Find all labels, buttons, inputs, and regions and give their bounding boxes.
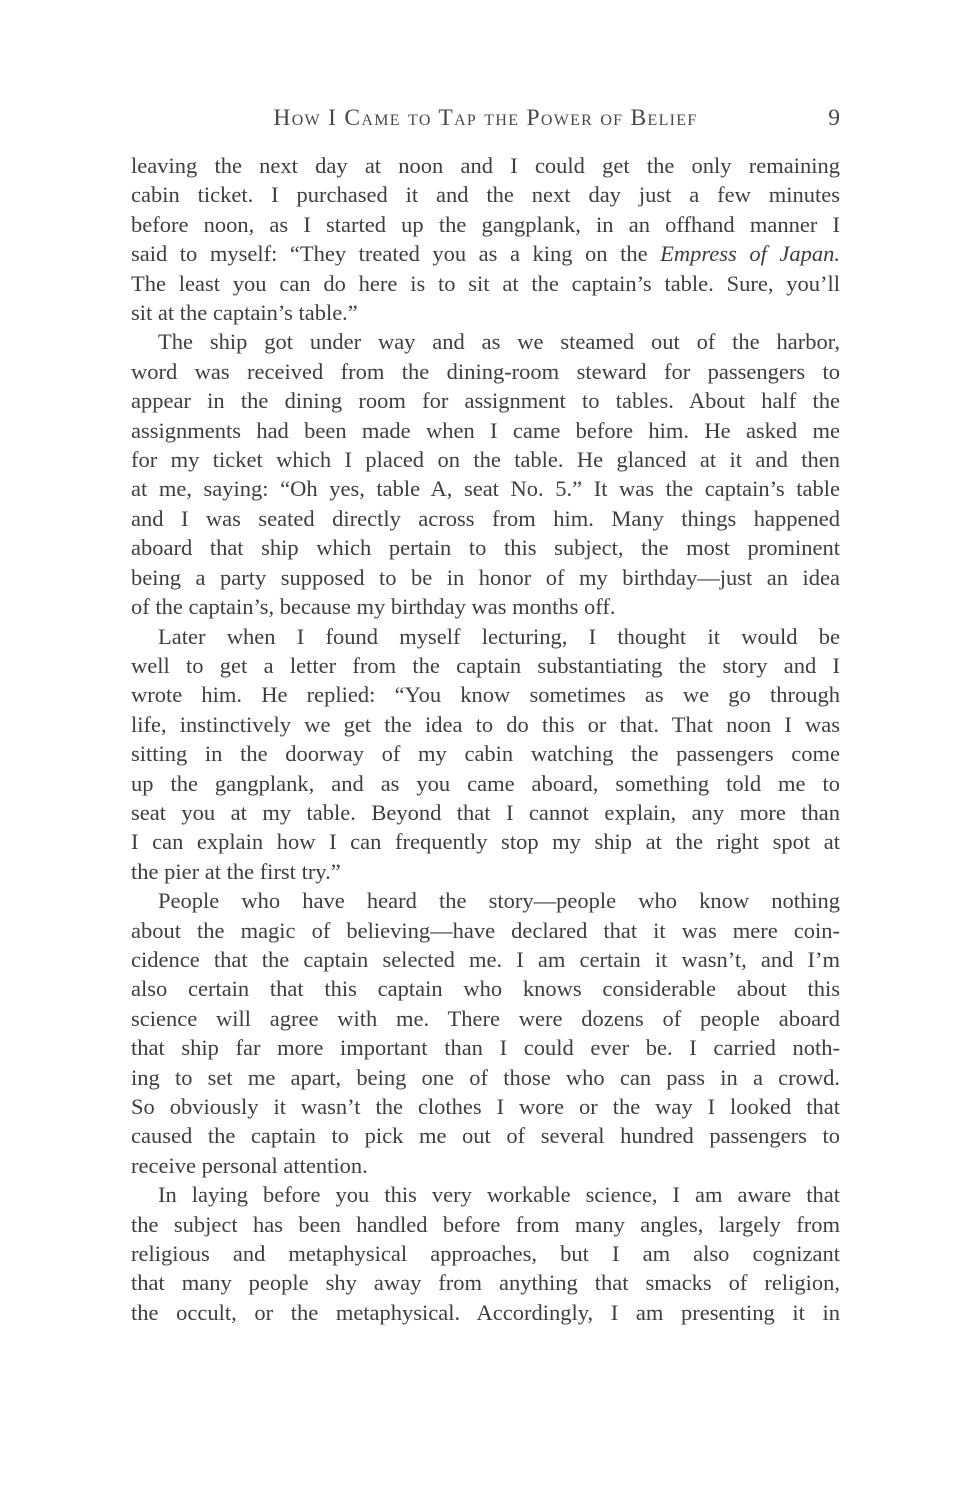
text-line: cabin ticket. I purchased it and the next day just a few minutes xyxy=(131,182,840,208)
text-line: receive personal attention. xyxy=(131,1152,368,1178)
text-line: the pier at the first try.” xyxy=(131,858,341,884)
text-line: word was received from the dining-room steward for passengers to xyxy=(131,358,840,384)
text-line: being a party supposed to be in honor of my birthday—just an idea xyxy=(131,564,840,590)
text-line: well to get a letter from the captain substantiating the story and I xyxy=(131,652,840,678)
running-head xyxy=(131,103,840,133)
text-line: sit at the captain’s table.” xyxy=(131,300,358,326)
text-line: before noon, as I started up the gangplank, in an offhand manner I xyxy=(131,211,840,237)
text-line: So obviously it wasn’t the clothes I wore or the way I looked that xyxy=(131,1094,840,1119)
text-line: about the magic of believing—have declared that it was mere coin- xyxy=(131,917,840,943)
text-block xyxy=(131,103,840,1327)
text-line: of the captain’s, because my birthday was months off. xyxy=(131,594,616,620)
text-line: aboard that ship which pertain to this subject, the most prominent xyxy=(131,535,840,561)
text-line: the occult, or the metaphysical. Accordingly, I am presenting it in xyxy=(131,1299,840,1325)
text-line: sitting in the doorway of my cabin watching the passengers come xyxy=(131,741,840,767)
text-line: at me, saying: “Oh yes, table A, seat No. 5.” It was the captain’s table xyxy=(131,476,840,502)
text-line: for my ticket which I placed on the table. He glanced at it and then xyxy=(131,447,840,473)
page-number: 9 xyxy=(828,105,840,131)
text-line: appear in the dining room for assignment to tables. About half the xyxy=(131,388,840,414)
chapter-title: How I Came to Tap the Power of Belief xyxy=(273,105,698,131)
text-line: seat you at my table. Beyond that I cannot explain, any more than xyxy=(131,799,840,825)
text-line: In laying before you this very workable science, I am aware that xyxy=(158,1182,840,1208)
text-line: People who have heard the story—people who know nothing xyxy=(158,888,840,914)
text-line: wrote him. He replied: “You know sometimes as we go through xyxy=(131,682,840,708)
text-line: that ship far more important than I could ever be. I carried noth- xyxy=(131,1035,840,1061)
text-line: that many people shy away from anything that smacks of religion, xyxy=(131,1270,840,1296)
text-line: science will agree with me. There were dozens of people aboard xyxy=(131,1005,840,1031)
text-line: the subject has been handled before from many angles, largely from xyxy=(131,1211,840,1237)
text-line: and I was seated directly across from him. Many things happened xyxy=(131,505,840,531)
text-line: religious and metaphysical approaches, but I am also cognizant xyxy=(131,1241,840,1267)
text-line: Later when I found myself lecturing, I thought it would be xyxy=(158,623,840,649)
text-line: The least you can do here is to sit at the captain’s table. Sure, you’ll xyxy=(131,270,840,296)
body-text xyxy=(131,151,840,1327)
text-line: up the gangplank, and as you came aboard, something told me to xyxy=(131,770,840,796)
text-line: cidence that the captain selected me. I am certain it wasn’t, and I’m xyxy=(131,946,840,972)
text-line: leaving the next day at noon and I could get the only remaining xyxy=(131,153,840,178)
italic-text: Empress of Japan. xyxy=(660,241,841,267)
text-line: The ship got under way and as we steamed out of the harbor, xyxy=(158,329,840,355)
text-line: ing to set me apart, being one of those who can pass in a crowd. xyxy=(131,1064,840,1090)
text-line: I can explain how I can frequently stop my ship at the right spot at xyxy=(131,829,840,855)
text-line: also certain that this captain who knows considerable about this xyxy=(131,976,840,1002)
text-line: said to myself: “They treated you as a king on the Empress of Japan. xyxy=(131,241,841,267)
text-line: life, instinctively we get the idea to do this or that. That noon I was xyxy=(131,711,840,737)
text-line: caused the captain to pick me out of several hundred passengers to xyxy=(131,1123,840,1149)
text-line: assignments had been made when I came before him. He asked me xyxy=(131,417,840,443)
